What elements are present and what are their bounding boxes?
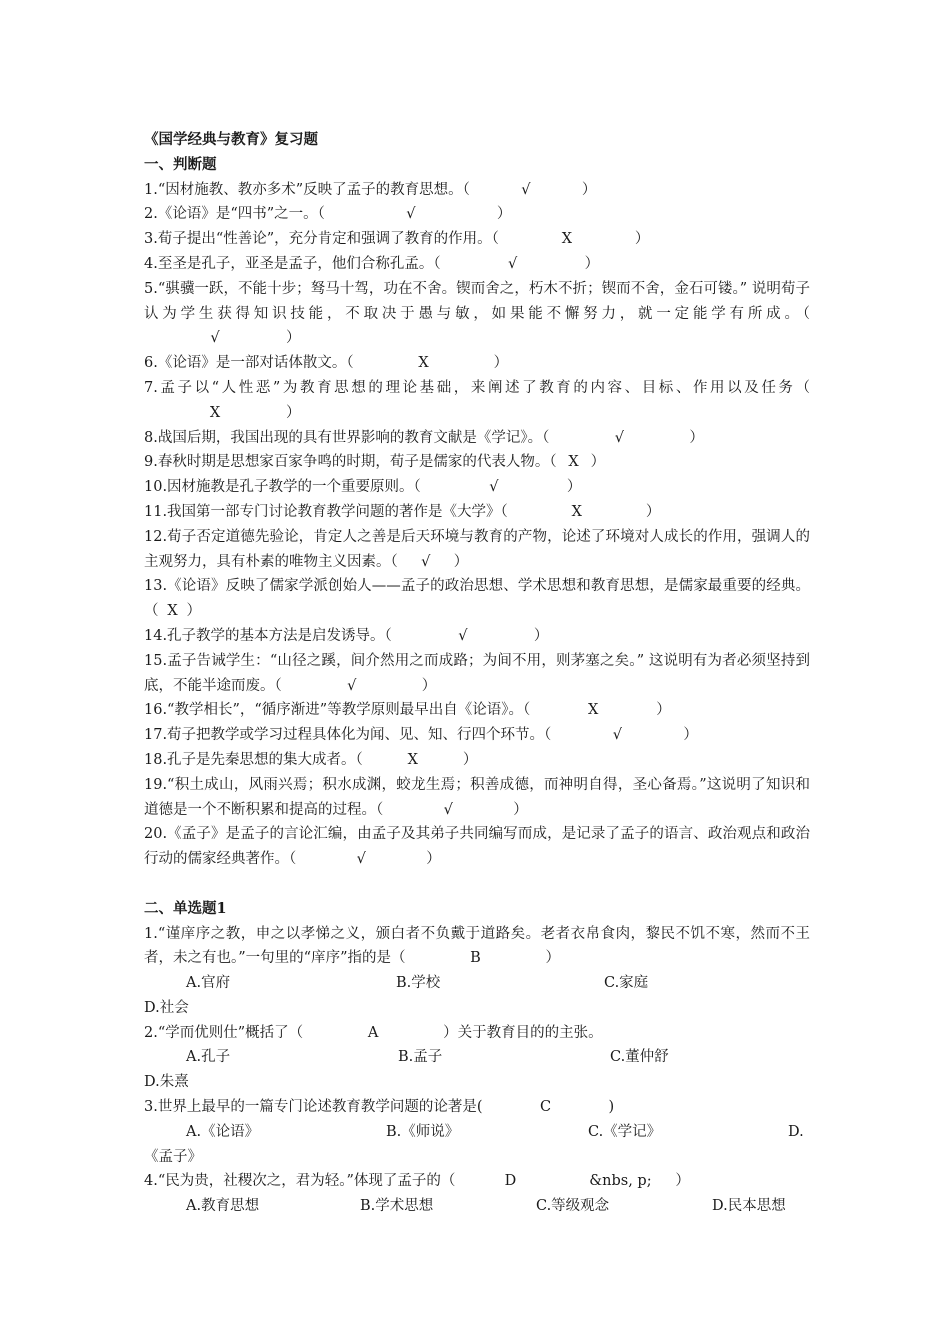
answer-mark: √ — [443, 801, 453, 818]
mc-question-2: 2.“学而优则仕”概括了（ A ）关于教育目的的主张。 — [144, 1021, 810, 1046]
answer-letter: A — [367, 1024, 379, 1041]
option-b: B.孟子 — [398, 1049, 443, 1066]
tf-item-8: 8.战国后期，我国出现的具有世界影响的教育文献是《学记》。（ √ ） — [144, 426, 810, 451]
tf-item-17: 17.荀子把教学或学习过程具体化为闻、见、知、行四个环节。（ √ ） — [144, 723, 810, 748]
answer-mark: X — [568, 454, 579, 471]
answer-mark: √ — [612, 727, 622, 744]
tf-item-9: 9.春秋时期是思想家百家争鸣的时期，荀子是儒家的代表人物。（ X ） — [144, 450, 810, 475]
answer-letter: C — [539, 1099, 552, 1116]
answer-mark: X — [209, 404, 221, 421]
option-a: A.《论语》 — [186, 1123, 260, 1140]
option-a: A.孔子 — [186, 1049, 231, 1066]
mc-options-3 — [144, 1120, 810, 1145]
answer-mark: √ — [507, 255, 518, 272]
tf-item-12: 12.荀子否定道德先验论，肯定人之善是后天环境与教育的产物，论述了环境对人成长的作用，强调人的主观努力，具有朴素的唯物主义因素。（ √ ） — [144, 525, 810, 575]
mc-options-1 — [144, 971, 810, 996]
answer-letter: D — [504, 1173, 517, 1190]
answer-mark: √ — [458, 627, 468, 644]
tf-item-1: 1.“因材施教、教亦多术”反映了孟子的教育思想。（ √ ） — [144, 178, 810, 203]
option-b: B.《师说》 — [386, 1123, 460, 1140]
mc-question-3: 3.世界上最早的一篇专门论述教育教学问题的论著是( C ) — [144, 1095, 810, 1120]
answer-mark: X — [167, 603, 178, 620]
stray-entity-text: &nbs, p; — [589, 1173, 652, 1190]
answer-mark: √ — [614, 429, 624, 446]
tf-item-5: 5.“骐骥一跃，不能十步；驽马十驾，功在不舍。锲而舍之，朽木不折；锲而不舍，金石可镂。” 说明荀子认为学生获得知识技能，不取决于愚与敏，如果能不懈努力，就一定能学有所成。（√ ） — [144, 277, 810, 351]
option-c: C.等级观念 — [536, 1198, 610, 1215]
tf-item-11: 11.我国第一部专门讨论教育教学问题的著作是《大学》（ X ） — [144, 500, 810, 525]
section-heading-true-false: 一、判断题 — [144, 155, 217, 173]
tf-item-3: 3.荀子提出“性善论”，充分肯定和强调了教育的作用。（ X ） — [144, 227, 810, 252]
answer-mark: X — [588, 702, 599, 719]
answer-mark: X — [418, 355, 429, 372]
answer-mark: √ — [421, 553, 431, 570]
tf-item-16: 16.“教学相长”，“循序渐进”等教学原则最早出自《论语》。（ X ） — [144, 698, 810, 723]
option-a: A.教育思想 — [186, 1198, 260, 1215]
option-b: B.学校 — [396, 975, 441, 992]
tf-item-2: 2.《论语》是“四书”之一。（ √ ） — [144, 202, 810, 227]
answer-mark: √ — [347, 677, 357, 694]
tf-item-7: 7.孟子以“人性恶”为教育思想的理论基础，来阐述了教育的内容、目标、作用以及任务（X ） — [144, 376, 810, 426]
section-spacer — [144, 872, 810, 897]
mc-question-4: 4.“民为贵，社稷次之，君为轻。”体现了孟子的（ D &nbs, p; ） — [144, 1169, 810, 1194]
option-c: C.董仲舒 — [610, 1049, 669, 1066]
tf-item-15: 15.孟子告诫学生：“山径之蹊，间介然用之而成路；为间不用，则茅塞之矣。” 这说明有为者必须坚持到底，不能半途而废。（ √ ） — [144, 649, 810, 699]
option-d: D.民本思想 — [712, 1198, 786, 1215]
section-heading-single-choice: 二、单选题1 — [144, 899, 227, 917]
tf-item-4: 4.至圣是孔子，亚圣是孟子，他们合称孔孟。（ √ ） — [144, 252, 810, 277]
answer-mark: √ — [210, 330, 220, 347]
tf-item-20: 20.《孟子》是孟子的言论汇编，由孟子及其弟子共同编写而成，是记录了孟子的语言、政治观点和政治行动的儒家经典著作。（ √ ） — [144, 822, 810, 872]
tf-item-18: 18.孔子是先秦思想的集大成者。（ X ） — [144, 748, 810, 773]
option-c: C.家庭 — [604, 975, 649, 992]
tf-item-14: 14.孔子教学的基本方法是启发诱导。（ √ ） — [144, 624, 810, 649]
mc-options-2 — [144, 1045, 810, 1070]
answer-mark: X — [571, 503, 582, 520]
option-a: A.官府 — [186, 975, 231, 992]
answer-mark: √ — [356, 851, 366, 868]
answer-mark: √ — [521, 181, 531, 198]
option-c: C.《学记》 — [588, 1123, 662, 1140]
answer-letter: B — [470, 950, 481, 967]
option-d-label: D. — [788, 1123, 804, 1140]
tf-item-13: 13.《论语》反映了儒家学派创始人——孟子的政治思想、学术思想和教育思想，是儒家最重要的经典。（ X ） — [144, 574, 810, 624]
answer-mark: √ — [406, 206, 416, 223]
tf-item-19: 19.“积土成山，风雨兴焉；积水成渊，蛟龙生焉；积善成德，而神明自得，圣心备焉。”这说明了知识和道德是一个不断积累和提高的过程。（ √ ） — [144, 773, 810, 823]
document-title: 《国学经典与教育》复习题 — [144, 131, 318, 148]
tf-item-6: 6.《论语》是一部对话体散文。（ X ） — [144, 351, 810, 376]
answer-mark: X — [407, 751, 418, 768]
option-d-text: 《孟子》 — [144, 1148, 202, 1165]
option-d: D.社会 — [144, 999, 189, 1016]
tf-item-10: 10.因材施教是孔子教学的一个重要原则。（ √ ） — [144, 475, 810, 500]
option-b: B.学术思想 — [360, 1198, 434, 1215]
answer-mark: √ — [489, 479, 499, 496]
document-page — [144, 128, 810, 1219]
option-d: D.朱熹 — [144, 1074, 189, 1091]
answer-mark: X — [561, 231, 573, 248]
mc-options-4 — [144, 1194, 810, 1219]
mc-question-1: 1.“谨庠序之教，申之以孝悌之义，颁白者不负戴于道路矣。老者衣帛食肉，黎民不饥不寒，然而不王者，未之有也。”一句里的“庠序”指的是（ B ） — [144, 922, 810, 972]
